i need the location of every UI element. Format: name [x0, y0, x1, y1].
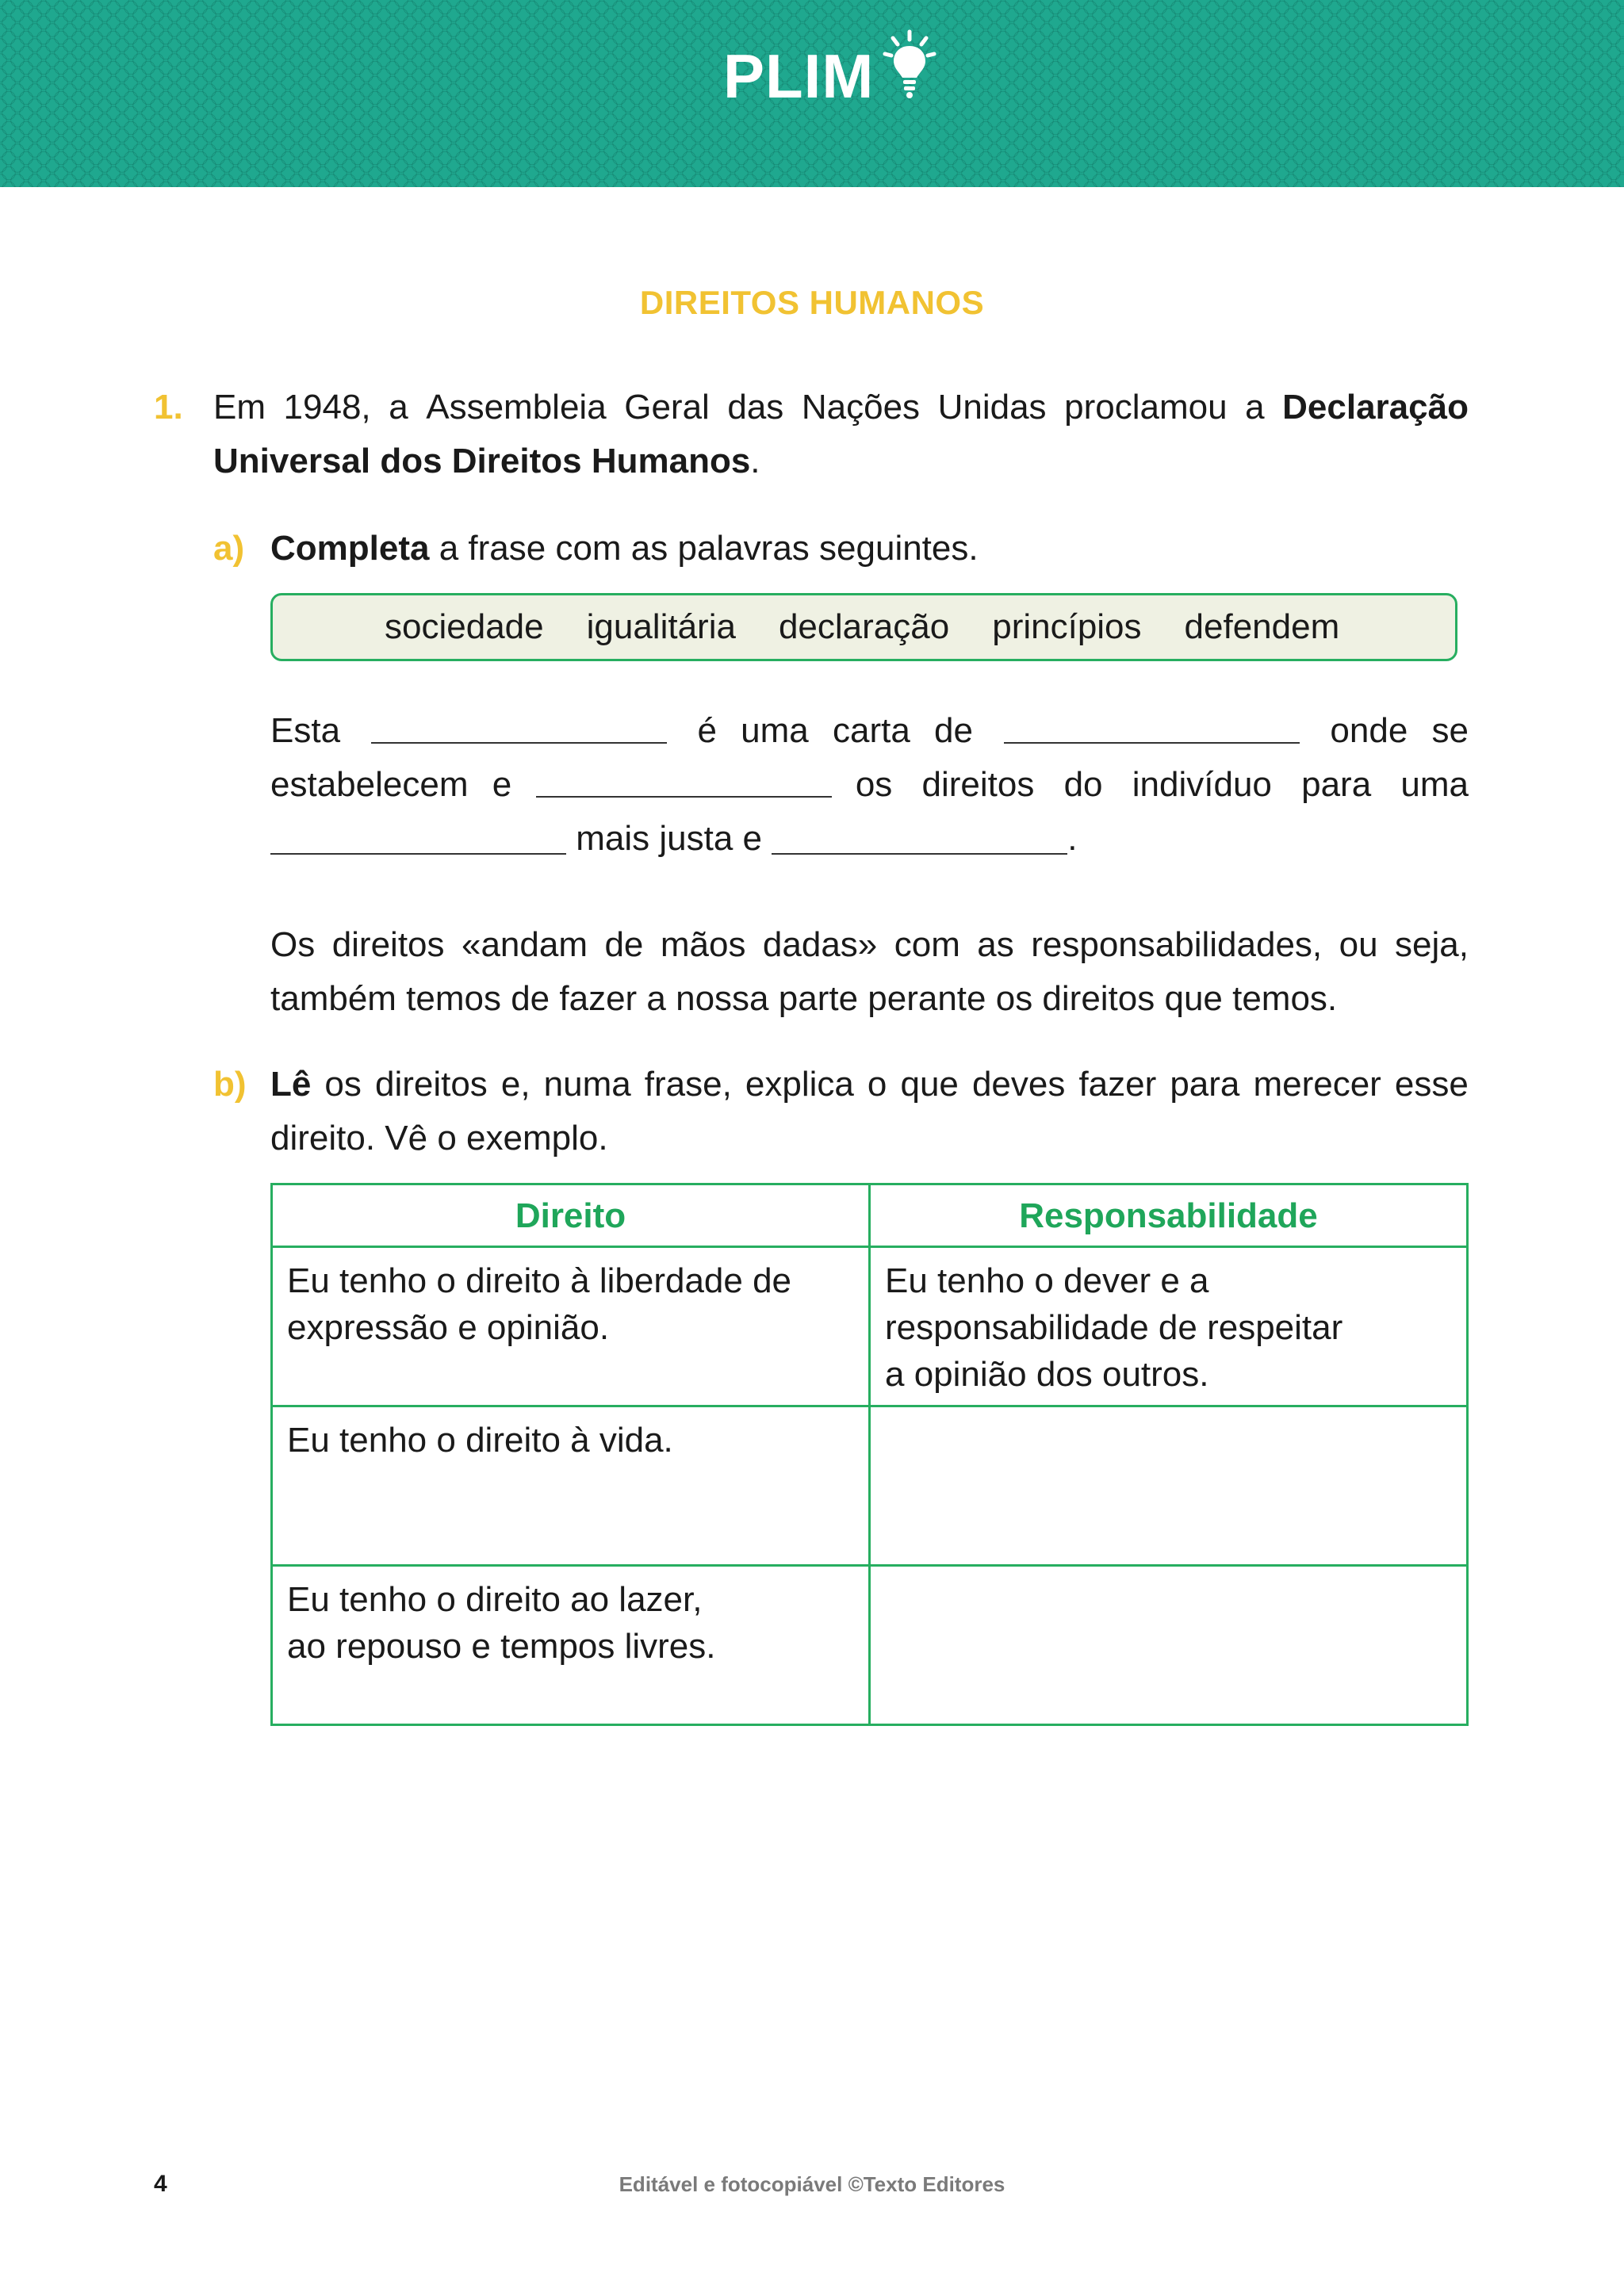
- plim-logo: [723, 36, 937, 116]
- column-header-direito: Direito: [272, 1184, 870, 1247]
- blank-line[interactable]: [772, 815, 1067, 855]
- logo-text: PLIM: [723, 41, 875, 111]
- question-number: 1.: [154, 388, 183, 427]
- table-row: [272, 1406, 1468, 1566]
- direito-cell: Eu tenho o direito à vida.: [272, 1406, 870, 1566]
- word-bank-word: declaração: [778, 607, 950, 646]
- header-banner: [0, 0, 1624, 187]
- word-bank: [270, 593, 1457, 661]
- subquestion-b-letter: b): [213, 1065, 247, 1104]
- question-1-text: [213, 381, 1469, 488]
- fill-in-text: Esta é uma carta de onde se estabelecem e os direitos do indivíduo para uma mais justa e .: [270, 704, 1469, 866]
- table-header-row: [272, 1184, 1468, 1247]
- word-bank-word: princípios: [992, 607, 1142, 646]
- word-bank-word: defendem: [1184, 607, 1340, 646]
- column-header-responsabilidade: Responsabilidade: [870, 1184, 1468, 1247]
- rights-responsibilities-table: [270, 1183, 1469, 1726]
- question-1-line-2: Universal dos Direitos Humanos.: [213, 442, 760, 480]
- subquestion-a-letter: a): [213, 529, 245, 568]
- direito-cell: Eu tenho o direito à liberdade de expressão e opinião.: [272, 1247, 870, 1406]
- responsibilities-paragraph: Os direitos «andam de mãos dadas» com as responsabilidades, ou seja, também temos de fazer a nossa parte perante os direitos que temos.: [270, 925, 1469, 1018]
- subquestion-b-instruction: Lê os direitos e, numa frase, explica o que deves fazer para merecer esse direito. Vê o exemplo.: [270, 1065, 1469, 1158]
- responsabilidade-cell: Eu tenho o dever e a responsabilidade de respeitar a opinião dos outros.: [870, 1247, 1468, 1406]
- page-title: DIREITOS HUMANOS: [639, 284, 985, 321]
- blank-line[interactable]: [270, 815, 566, 855]
- table-row: [272, 1247, 1468, 1406]
- question-1-line-1: Em 1948, a Assembleia Geral das Nações Unidas proclamou a Declaração: [213, 388, 1469, 427]
- responsabilidade-answer-cell[interactable]: [870, 1406, 1468, 1566]
- lightbulb-icon: [882, 29, 937, 108]
- table-row: [272, 1566, 1468, 1725]
- subquestion-a-instruction: Completa a frase com as palavras seguintes.: [270, 529, 979, 568]
- blank-line[interactable]: [536, 758, 832, 798]
- page-number: 4: [154, 2171, 167, 2197]
- blank-line[interactable]: [1004, 704, 1300, 744]
- copyright-footer: Editável e fotocopiável ©Texto Editores: [619, 2172, 1005, 2196]
- responsabilidade-answer-cell[interactable]: [870, 1566, 1468, 1725]
- word-bank-word: sociedade: [385, 607, 544, 646]
- direito-cell: Eu tenho o direito ao lazer, ao repouso e tempos livres.: [272, 1566, 870, 1725]
- word-bank-word: igualitária: [586, 607, 736, 646]
- blank-line[interactable]: [371, 704, 667, 744]
